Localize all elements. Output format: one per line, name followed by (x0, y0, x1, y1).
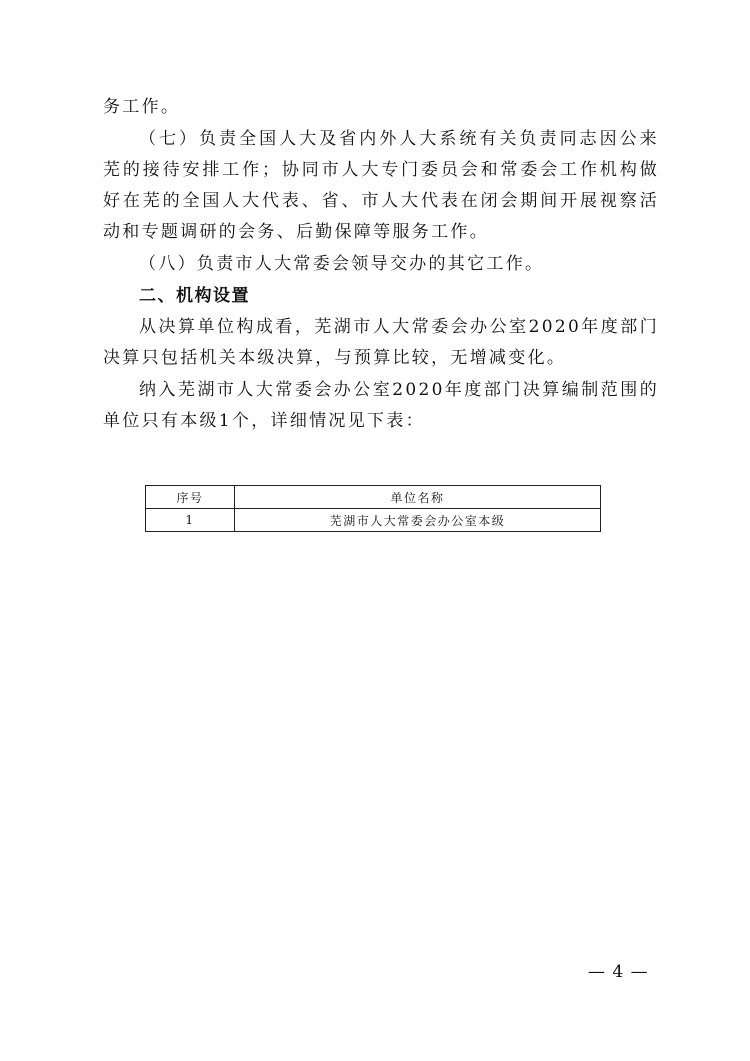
table-header-index: 序号 (146, 486, 235, 509)
paragraph-item-7: （七）负责全国人大及省内外人大系统有关负责同志因公来芜的接待安排工作；协同市人大专门委员会和常委会工作机构做好在芜的全国人大代表、省、市人大代表在闭会期间开展视察活动和专题调研的会务、后勤保障等服务工作。 (103, 129, 659, 242)
table-header-row (146, 486, 601, 509)
paragraph-composition: 从决算单位构成看，芜湖市人大常委会办公室2020年度部门决算只包括机关本级决算，与预算比较，无增减变化。 (103, 317, 659, 368)
table-row (146, 509, 601, 532)
units-table (145, 485, 601, 532)
table-cell-index: 1 (146, 509, 235, 532)
paragraph-item-8: （八）负责市人大常委会领导交办的其它工作。 (139, 254, 545, 274)
paragraph-continuation: 务工作。 (103, 97, 181, 117)
section-heading: 二、机构设置 (139, 286, 250, 306)
document-body (103, 92, 659, 438)
paragraph-scope: 纳入芜湖市人大常委会办公室2020年度部门决算编制范围的单位只有本级1个，详细情况见下表： (103, 380, 659, 431)
table-header-unit-name: 单位名称 (235, 486, 601, 509)
page-number: — 4 — (588, 962, 649, 982)
table-cell-unit-name: 芜湖市人大常委会办公室本级 (235, 509, 601, 532)
